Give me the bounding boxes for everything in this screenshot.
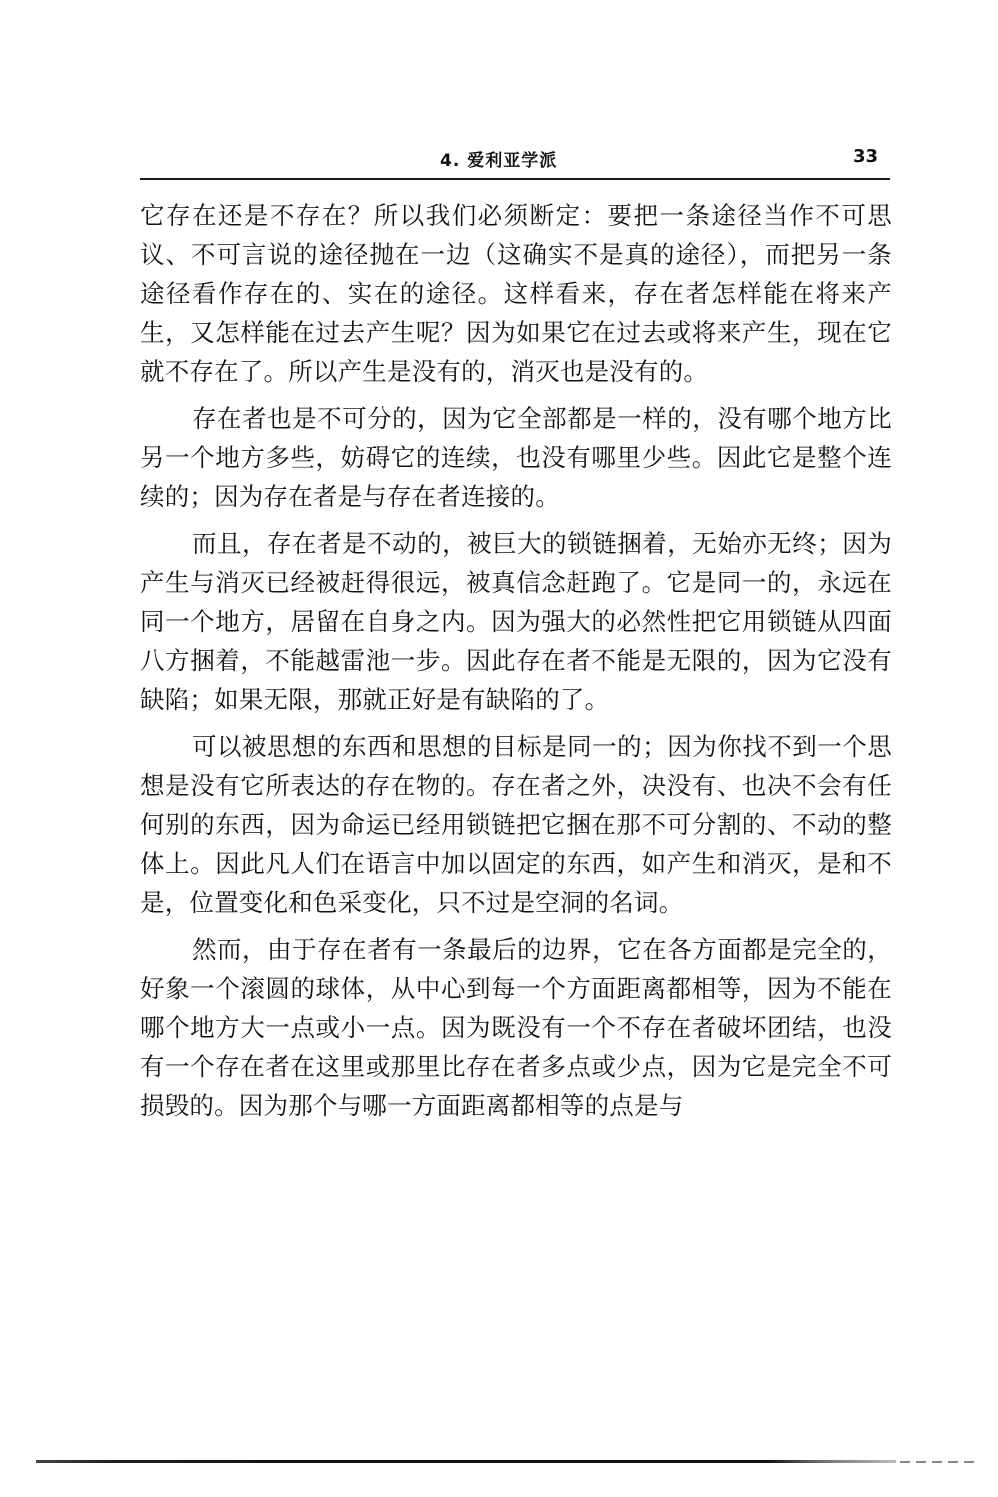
paragraph-3: 而且，存在者是不动的，被巨大的锁链捆着，无始亦无终；因为产生与消灭已经被赶得很远，被真信念赶跑了。它是同一的，永远在同一个地方，居留在自身之内。因为强大的必然性把它用锁链从四面八方捆着，不能越雷池一步。因此存在者不能是无限的，因为它没有缺陷；如果无限，那就正好是有缺陷的了。: [140, 529, 892, 714]
running-head: [140, 146, 888, 176]
header-rule: [140, 178, 890, 180]
body-text: [140, 196, 892, 1133]
paragraph-1: 它存在还是不存在？所以我们必须断定：要把一条途径当作不可思议、不可言说的途径抛在一边（这确实不是真的途径），而把另一条途径看作存在的、实在的途径。这样看来，存在者怎样能在将来产生，又怎样能在过去产生呢？因为如果它在过去或将来产生，现在它就不存在了。所以产生是没有的，消灭也是没有的。: [140, 201, 892, 386]
chapter-title: 4. 爱利亚学派: [440, 151, 558, 171]
scan-edge-line-tail: [900, 1461, 980, 1463]
paragraph-5: 然而，由于存在者有一条最后的边界，它在各方面都是完全的，好象一个滚圆的球体，从中心到每一个方面距离都相等，因为不能在哪个地方大一点或小一点。因为既没有一个不存在者破坏团结，也没有一个存在者在这里或那里比存在者多点或少点，因为它是完全不可损毁的。因为那个与哪一方面距离都相等的点是与: [140, 935, 892, 1120]
page-number: 33: [852, 146, 878, 167]
paragraph-2: 存在者也是不可分的，因为它全部都是一样的，没有哪个地方比另一个地方多些，妨碍它的连续，也没有哪里少些。因此它是整个连续的；因为存在者是与存在者连接的。: [140, 404, 892, 511]
paragraph-4: 可以被思想的东西和思想的目标是同一的；因为你找不到一个思想是没有它所表达的存在物的。存在者之外，决没有、也决不会有任何别的东西，因为命运已经用锁链把它捆在那不可分割的、不动的整体上。因此凡人们在语言中加以固定的东西，如产生和消灭，是和不是，位置变化和色采变化，只不过是空洞的名词。: [140, 732, 892, 917]
scan-edge-line: [36, 1460, 896, 1463]
